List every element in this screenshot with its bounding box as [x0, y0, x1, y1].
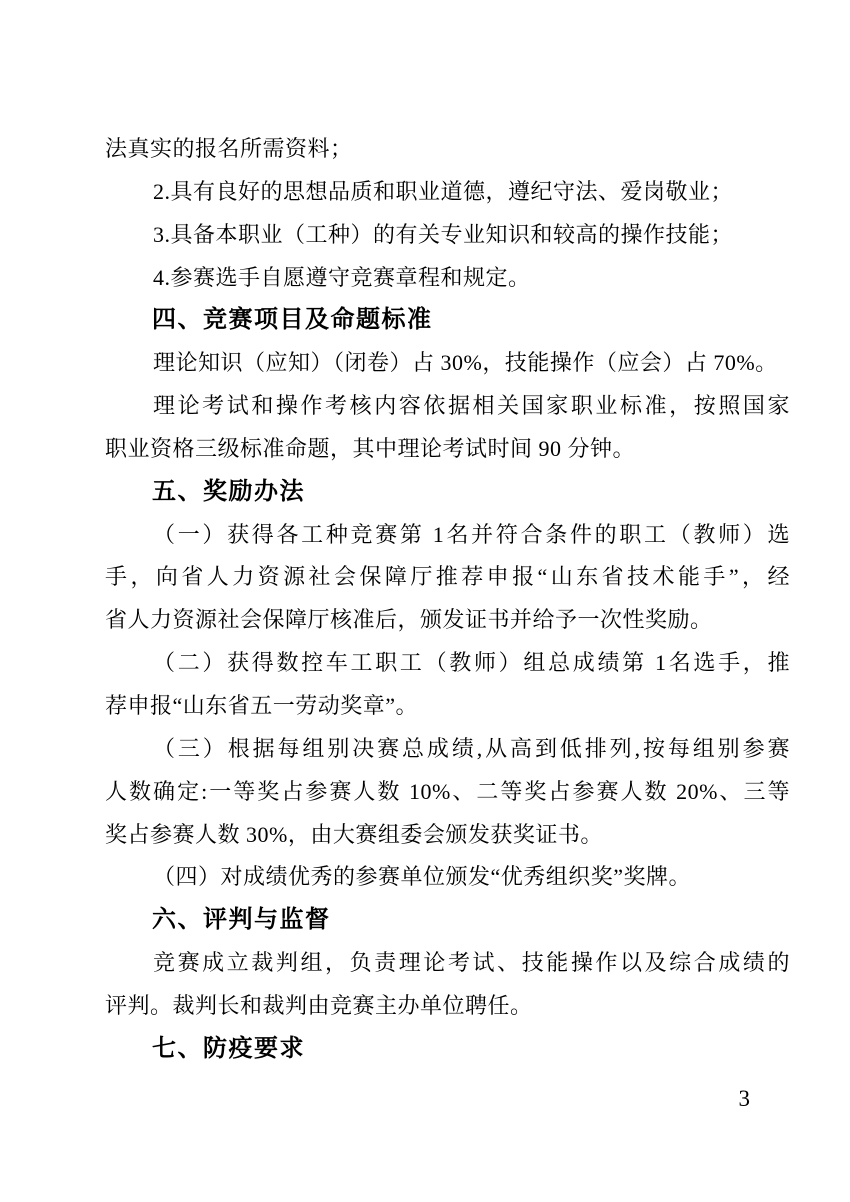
- text-line: （一）获得各工种竞赛第 1名并符合条件的职工（教师）选: [153, 521, 790, 547]
- text-line: （四）对成绩优秀的参赛单位颁发“优秀组织奖”奖牌。: [153, 864, 692, 890]
- text-line: 理论考试和操作考核内容依据相关国家职业标准，按照国家: [153, 393, 790, 419]
- text-line: 2.具有良好的思想品质和职业道德，遵纪守法、爱岗敬业；: [153, 178, 734, 204]
- text-line: （二）获得数控车工职工（教师）组总成绩第 1名选手，推: [153, 650, 790, 676]
- section-heading: 四、竞赛项目及命题标准: [152, 306, 433, 334]
- text-block: [105, 128, 790, 1071]
- text-line: 奖占参赛人数 30%，由大赛组委会颁发获奖证书。: [105, 821, 603, 847]
- text-line: 3.具备本职业（工种）的有关专业知识和较高的操作技能；: [153, 221, 734, 247]
- text-line: 人数确定:一等奖占参赛人数 10%、二等奖占参赛人数 20%、三等: [105, 778, 790, 804]
- text-line: 4.参赛选手自愿遵守竞赛章程和规定。: [153, 264, 531, 290]
- section-heading: 五、奖励办法: [152, 477, 305, 505]
- text-line: 职业资格三级标准命题，其中理论考试时间 90 分钟。: [105, 435, 636, 461]
- text-line: 评判。裁判长和裁判由竞赛主办单位聘任。: [105, 992, 533, 1018]
- text-line: （三）根据每组别决赛总成绩,从高到低排列,按每组别参赛: [153, 735, 790, 761]
- section-heading: 六、评判与监督: [152, 906, 331, 934]
- text-line: 荐申报“山东省五一劳动奖章”。: [105, 692, 419, 718]
- text-line: 省人力资源社会保障厅核准后，颁发证书并给予一次性奖励。: [105, 607, 713, 633]
- text-line: 法真实的报名所需资料；: [105, 136, 353, 161]
- page-number: 3: [738, 1086, 750, 1111]
- section-heading: 七、防疫要求: [152, 1034, 305, 1062]
- text-line: 理论知识（应知）（闭卷）占 30%，技能操作（应会）占 70%。: [153, 350, 778, 376]
- text-line: 竞赛成立裁判组，负责理论考试、技能操作以及综合成绩的: [153, 950, 790, 976]
- text-line: 手，向省人力资源社会保障厅推荐申报“山东省技术能手”，经: [105, 564, 791, 590]
